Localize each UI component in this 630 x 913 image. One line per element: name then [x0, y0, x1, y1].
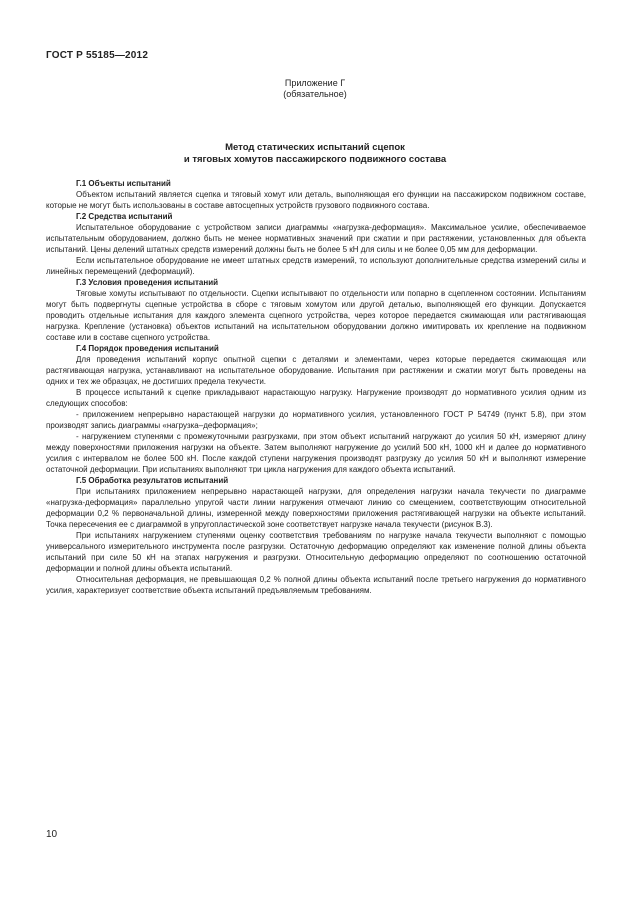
document-body [46, 178, 586, 596]
appendix-title: Приложение Г [284, 78, 346, 88]
section-heading-g1: Г.1 Объекты испытаний [76, 179, 171, 188]
section-heading-g2: Г.2 Средства испытаний [76, 212, 173, 221]
paragraph: Для проведения испытаний корпус опытной сцепки с деталями и элементами, через которые передается сжимающая или растягивающая нагрузка, устанавливают на испытательное оборудование. Испытания при растяжении и сжатии могут быть проведены на одних и тех же образцах, не достигших предела текучести. [46, 355, 586, 386]
paragraph: Если испытательное оборудование не имеет штатных средств измерений, то используют дополнительные средства измерений силы и линейных перемещений (деформаций). [46, 256, 586, 276]
paragraph: В процессе испытаний к сцепке прикладывают нарастающую нагрузку. Нагружение производят до нормативного усилия одним из следующих способов: [46, 388, 586, 408]
section-heading-g5: Г.5 Обработка результатов испытаний [76, 476, 229, 485]
standard-header: ГОСТ Р 55185—2012 [46, 50, 149, 61]
paragraph: При испытаниях нагружением ступенями оценку соответствия требованиям по нагрузке начала текучести выполняют с помощью универсального измерительного инструмента после разгрузки. Остаточную деформацию определяют как изменение полной длины объекта испытаний при силе 50 кН на этапах нагружения и разгрузки. Относительную деформацию определяют по соотношению остаточной деформации и полной длины объекта испытаний. [46, 531, 586, 573]
appendix-label [0, 78, 630, 100]
paragraph: Объектом испытаний является сцепка и тяговый хомут или деталь, выполняющая его функции на пассажирском подвижном составе, которые не могут быть использованы в составе автосцепных устройств грузового подвижного состава. [46, 190, 586, 210]
section-heading-g4: Г.4 Порядок проведения испытаний [76, 344, 219, 353]
list-item: - приложением непрерывно нарастающей нагрузки до нормативного усилия, установленного ГОСТ Р 54749 (пункт 5.8), при этом производят запись диаграммы «нагрузка–деформация»; [46, 410, 586, 430]
paragraph: При испытаниях приложением непрерывно нарастающей нагрузки, для определения нагрузки начала текучести по диаграмме «нагрузка-деформация» параллельно упругой части линии нагружения отмечают линию со смещением, соответствующим относительной деформации 0,2 % первоначальной длины, измеренной между поверхностями приложения растягивающей нагрузки на объекте испытаний. Точка пересечения ее с диаграммой в упругопластической зоне соответствует нагрузке начала текучести (рисунок В.3). [46, 487, 586, 529]
page-number: 10 [46, 829, 58, 840]
title-line-1: Метод статических испытаний сцепок [225, 142, 405, 153]
section-heading-g3: Г.3 Условия проведения испытаний [76, 278, 219, 287]
document-title [0, 142, 630, 166]
title-line-2: и тяговых хомутов пассажирского подвижного состава [183, 154, 447, 165]
list-item: - нагружением ступенями с промежуточными разгрузками, при этом объект испытаний нагружают до усилия 50 кН, измеряют длину между поверхностями приложения нагрузки на объекте. Затем выполняют нагружение до усилий 500 кН, 1000 кН и далее до нормативного усилия с интервалом не более 500 кН. После каждой ступени нагружения производят разгрузку до усилия 50 кН и выполняют измерение остаточной деформации. При испытаниях выполняют три цикла нагружения для каждого объекта испытаний. [46, 432, 586, 474]
paragraph: Испытательное оборудование с устройством записи диаграммы «нагрузка-деформация». Максимальное усилие, обеспечиваемое испытательным оборудованием, должно быть не менее нормативных значений при сжатии и при растяжении, установленных для объекта испытаний. Цены делений штатных средств измерений должны быть не более 5 кН для силы и не более 0,05 мм для деформации. [46, 223, 586, 254]
appendix-status: (обязательное) [283, 89, 347, 99]
paragraph: Тяговые хомуты испытывают по отдельности. Сцепки испытывают по отдельности или попарно в сцепленном состоянии. Испытаниям могут быть подвергнуты сцепные устройства в сборе с тяговым хомутом или другой деталью, выполняющей его функции. Допускается проводить отдельные испытания для каждого элемента сцепного устройства, через которое передается сжимающая или растягивающая нагрузка. Крепление (установка) объектов испытаний на испытательном оборудовании должно имитировать их крепление на подвижном составе или в составе сцепного устройства. [46, 289, 586, 342]
paragraph: Относительная деформация, не превышающая 0,2 % полной длины объекта испытаний после третьего нагружения до нормативного усилия, характеризует соответствие объекта испытаний предъявляемым требованиям. [46, 575, 586, 595]
